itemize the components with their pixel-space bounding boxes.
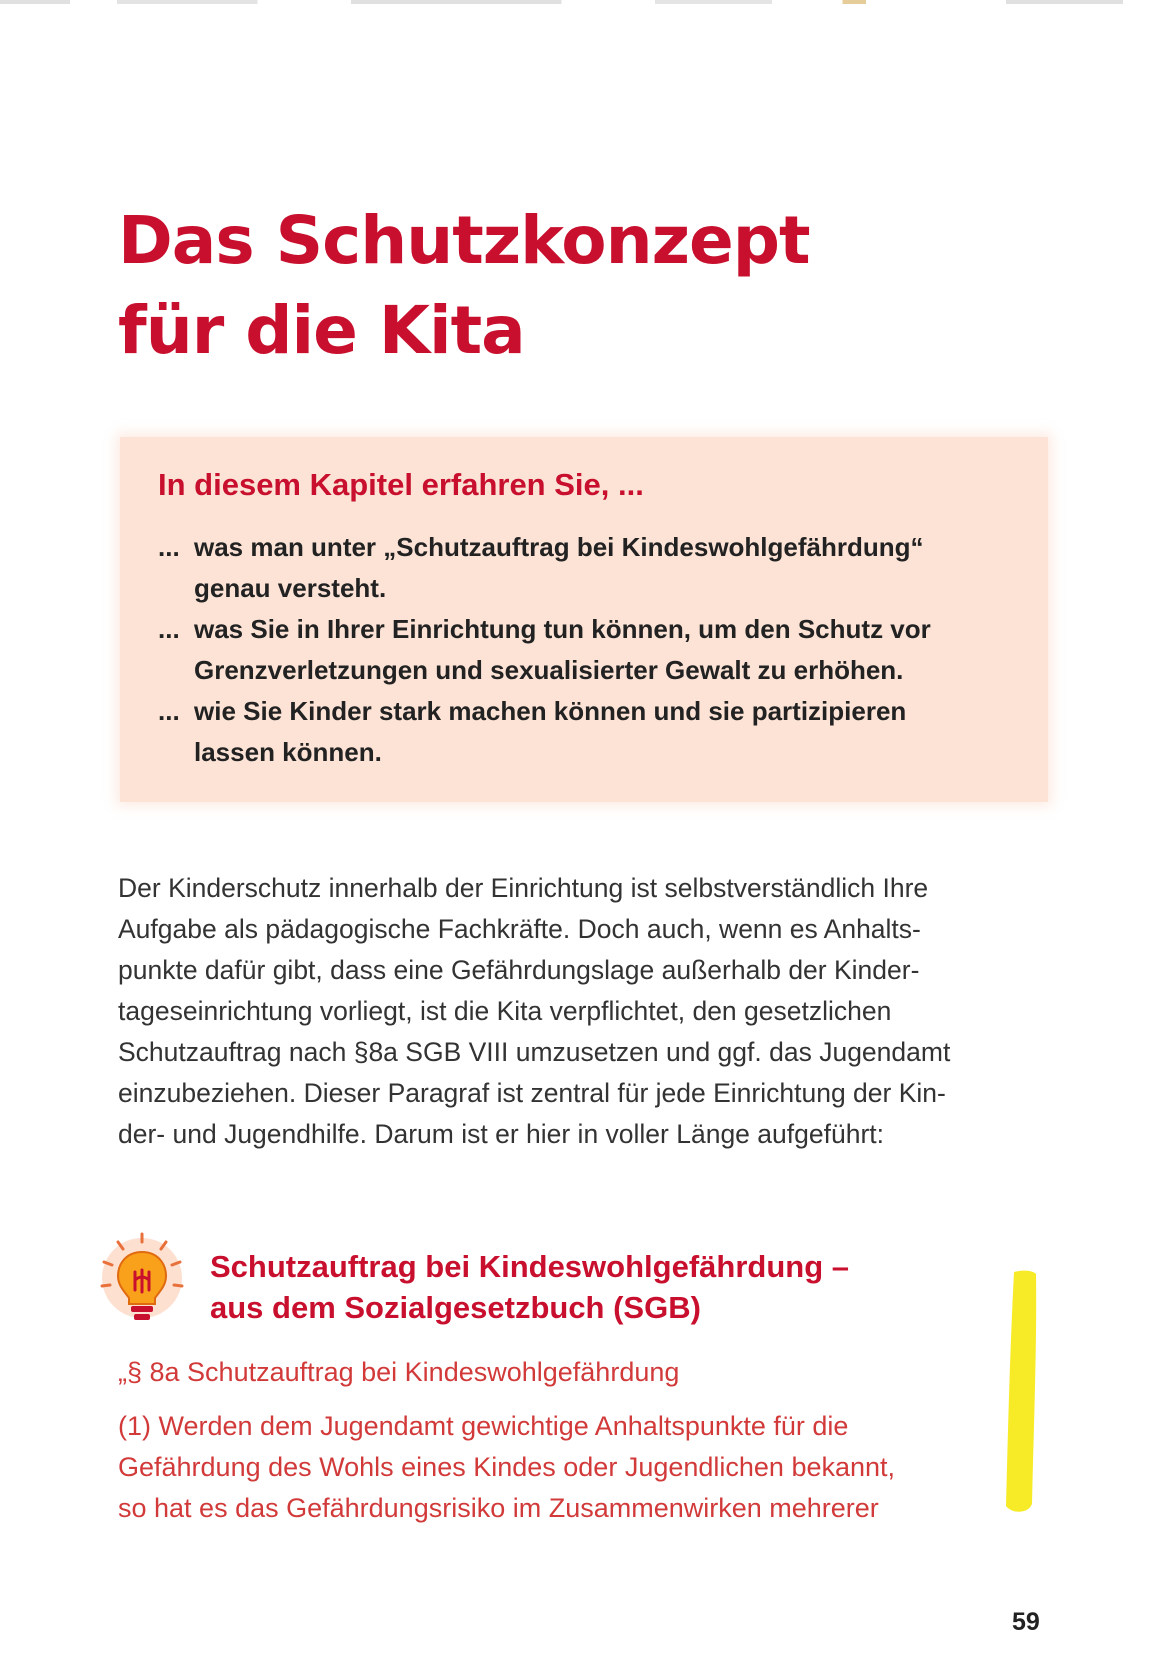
item-line: wie Sie Kinder stark machen können und sie partizipieren (194, 696, 907, 726)
item-line: genau versteht. (194, 573, 387, 603)
body-line: der- und Jugendhilfe. Darum ist er hier in voller Länge aufgeführt: (118, 1119, 884, 1149)
body-line: Der Kinderschutz innerhalb der Einrichtung ist selbstverständlich Ihre (118, 873, 929, 903)
item-line: Grenzverletzungen und sexualisierter Gewalt zu erhöhen. (194, 655, 904, 685)
body-paragraph (118, 868, 1048, 1155)
page-title (118, 196, 810, 376)
info-box-item (158, 691, 1028, 773)
item-line: lassen können. (194, 737, 382, 767)
law-text-line: Gefährdung des Wohls eines Kindes oder Jugendlichen bekannt, (118, 1452, 896, 1482)
item-line: was man unter „Schutzauftrag bei Kindeswohlgefährdung“ (194, 532, 924, 562)
info-box-list (158, 527, 1028, 773)
item-prefix: ... (158, 696, 180, 726)
law-heading-line-2: aus dem Sozialgesetzbuch (SGB) (210, 1290, 701, 1325)
page-number: 59 (1012, 1608, 1040, 1636)
page-title-line-2: für die Kita (118, 292, 525, 369)
body-line: Aufgabe als pädagogische Fachkräfte. Doch auch, wenn es Anhalts- (118, 914, 921, 944)
law-heading-line-1: Schutzauftrag bei Kindeswohlgefährdung – (210, 1249, 849, 1284)
body-line: punkte dafür gibt, dass eine Gefährdungslage außerhalb der Kinder- (118, 955, 920, 985)
paragraph-title: „§ 8a Schutzauftrag bei Kindeswohlgefährdung (118, 1357, 680, 1387)
law-text (118, 1406, 988, 1529)
body-line: tageseinrichtung vorliegt, ist die Kita verpflichtet, den gesetzlichen (118, 996, 892, 1026)
chapter-info-box (120, 437, 1048, 802)
lightbulb-icon (96, 1230, 188, 1330)
item-prefix: ... (158, 614, 180, 644)
body-line: einzubeziehen. Dieser Paragraf ist zentral für jede Einrichtung der Kin- (118, 1078, 946, 1108)
body-line: Schutzauftrag nach §8a SGB VIII umzusetzen und ggf. das Jugendamt (118, 1037, 951, 1067)
info-box-item (158, 527, 1028, 609)
item-line: was Sie in Ihrer Einrichtung tun können, um den Schutz vor (194, 614, 931, 644)
info-box-item (158, 609, 1028, 691)
page-title-line-1: Das Schutzkonzept (118, 202, 810, 279)
law-text-line: (1) Werden dem Jugendamt gewichtige Anhaltspunkte für die (118, 1411, 849, 1441)
highlighter-mark (1000, 1268, 1044, 1518)
info-box-heading: In diesem Kapitel erfahren Sie, ... (158, 467, 644, 502)
law-section-heading (210, 1246, 970, 1328)
top-edge-line (0, 0, 1170, 4)
item-prefix: ... (158, 532, 180, 562)
law-text-line: so hat es das Gefährdungsrisiko im Zusammenwirken mehrerer (118, 1493, 879, 1523)
